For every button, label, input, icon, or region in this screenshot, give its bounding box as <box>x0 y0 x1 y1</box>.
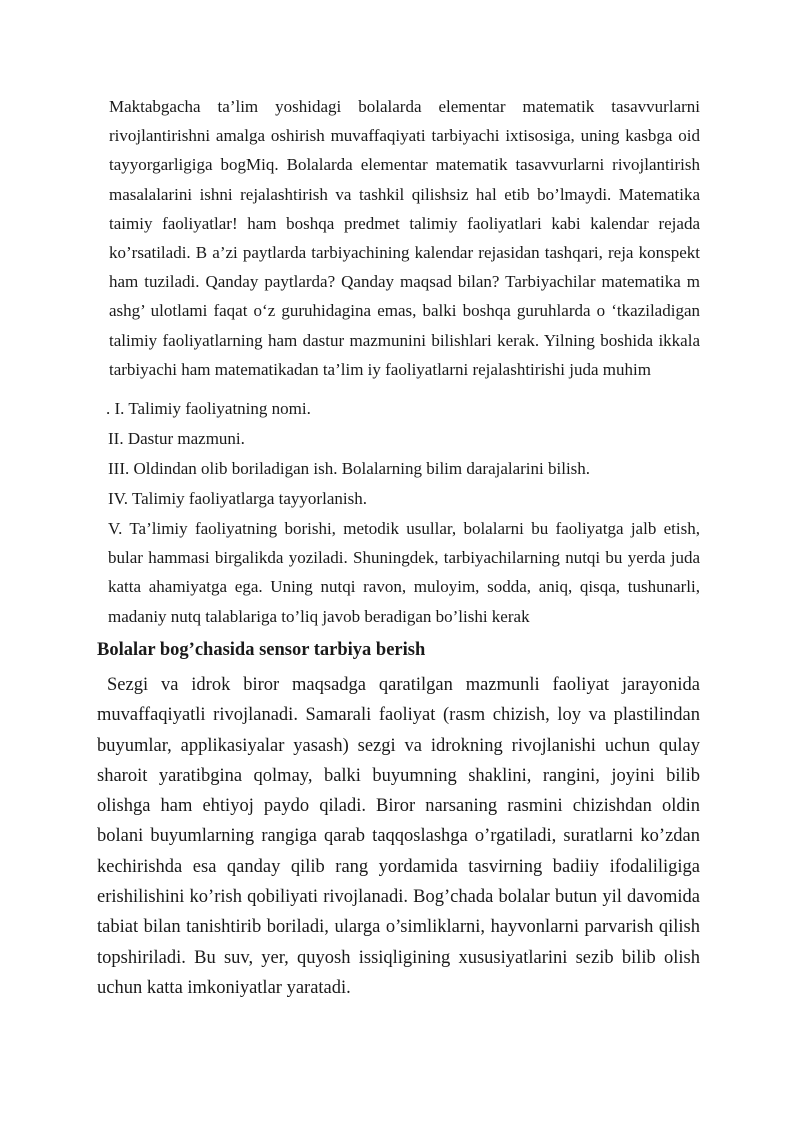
paragraph-planning <box>109 92 700 384</box>
section-heading: Bolalar bog’chasida sensor tarbiya berish <box>97 640 426 660</box>
paragraph-sensory <box>97 670 700 1003</box>
paragraph-lesson-flow <box>108 514 700 631</box>
list-item-1: . I. Talimiy faoliyatning nomi. <box>106 399 311 418</box>
list-item-2: II. Dastur mazmuni. <box>108 429 245 448</box>
paragraph-text: Maktabgacha ta’lim yoshidagi bolalarda elementar matematik tasavvurlarni rivojlantirishni amalga oshirish muvaffaqiyati tarbiyachi ixtisosiga, uning kasbga oid tayyorgarligiga bogMiq. Bolalarda elementar matematik tasavvurlarni rivojlantirish masalalarini ishni rejalashtirish va tashkil qilishsiz hal etib bo’lmaydi. Matematika taimiy faoliyatlar! ham boshqa predmet talimiy faoliyatlari kabi kalendar rejada ko’rsatiladi. B a’zi paytlarda tarbiyachining kalendar rejasidan tashqari, reja konspekt ham tuziladi. Qanday paytlarda? Qanday maqsad bilan? Tarbiyachilar matematika m ashg’ ulotlami faqat o‘z guruhidagina emas, balki boshqa guruhlarda o ‘tkaziladigan talimiy faoliyatlarning ham dastur mazmunini bilishlari kerak. Yilning boshida ikkala tarbiyachi ham matematikadan ta’lim iy faoliyatlarni rejalashtirishi juda muhim <box>109 97 700 379</box>
list-item-3: III. Oldindan olib boriladigan ish. Bolalarning bilim darajalarini bilish. <box>108 459 591 478</box>
paragraph-text: V. Ta’limiy faoliyatning borishi, metodik usullar, bolalarni bu faoliyatga jalb etish, bular hammasi birgalikda yoziladi. Shuningdek, tarbiyachilarning nutqi bu yerda juda katta ahamiyatga ega. Uning nutqi ravon, muloyim, sodda, aniq, qisqa, tushunarli, madaniy nutq talablariga to’liq javob beradigan bo’lishi kerak <box>108 519 700 626</box>
list-item-4: IV. Talimiy faoliyatlarga tayyorlanish. <box>108 489 367 508</box>
paragraph-text: Sezgi va idrok biror maqsadga qaratilgan mazmunli faoliyat jarayonida muvaffaqiyatli rivojlanadi. Samarali faoliyat (rasm chizish, loy va plastilindan buyumlar, applikasiyalar yasash) sezgi va idrokning rivojlanishi uchun qulay sharoit yaratibgina qolmay, balki buyumning shaklini, rangini, joyini bilib olishga ham ehtiyoj paydo qiladi. Biror narsaning rasmini chizishdan oldin bolani buyumlarning rangiga qarab taqqoslashga o’rgatiladi, suratlarni ko’zdan kechirishda esa qanday qilib rang yordamida tasvirning badiiy ifodaliligiga erishilishini ko’rish qobiliyati rivojlanadi. Bog’chada bolalar butun yil davomida tabiat bilan tanishtirib boriladi, ularga o’simliklarni, hayvonlarni parvarish qilish topshiriladi. Bu suv, yer, quyosh issiqligining xususiyatlarini sezib bilib olish uchun katta imkoniyatlar yaratadi. <box>97 675 700 998</box>
